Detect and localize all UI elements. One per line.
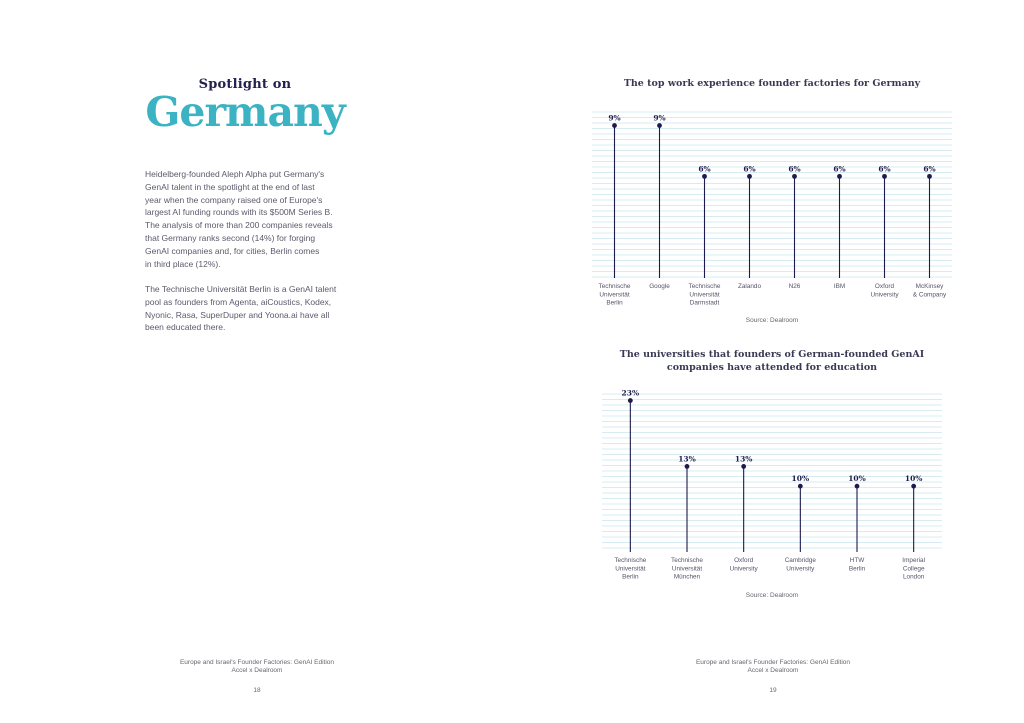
left-footer <box>107 659 407 695</box>
text-line: The Technische Universität Berlin is a GenAI talent <box>145 284 337 294</box>
lollipop-point <box>798 484 803 489</box>
footer-credit: Accel x Dealroom <box>231 667 283 674</box>
spotlight-kicker: Spotlight on <box>198 77 292 92</box>
value-label: 6% <box>878 164 891 174</box>
lollipop-point <box>792 174 797 179</box>
category-label: University <box>870 291 899 299</box>
category-label: Technische <box>598 283 631 290</box>
text-line: year when the company raised one of Europe's <box>145 194 323 205</box>
category-label: Zalando <box>737 283 762 290</box>
category-label: IBM <box>833 283 846 290</box>
text-line: Nyonic, Rasa, SuperDuper and Yoona.ai have all <box>145 309 330 320</box>
chart1-source: Source: Dealroom <box>745 317 799 324</box>
text-line: in third place (12%). <box>145 258 221 269</box>
value-label: 6% <box>743 164 756 174</box>
footer-credit: Accel x Dealroom <box>747 667 799 674</box>
lollipop-point <box>837 174 842 179</box>
category-label: Universität <box>615 565 646 573</box>
category-label: Technische <box>671 557 703 564</box>
category-label: Berlin <box>622 573 639 581</box>
text-line: largest AI funding rounds with its $500M Series B. <box>145 207 333 218</box>
value-label: 10% <box>791 474 810 484</box>
category-label: Google <box>649 283 670 290</box>
universities-chart <box>592 380 952 585</box>
text-line: that Germany ranks second (14%) for forging <box>145 232 316 243</box>
category-label: Berlin <box>848 565 866 573</box>
value-label: 13% <box>678 454 696 464</box>
category-label: München <box>673 573 701 581</box>
category-label: Universität <box>671 565 703 573</box>
category-label: & Company <box>912 291 947 299</box>
value-label: 6% <box>923 164 936 174</box>
right-footer <box>623 659 923 695</box>
tu-berlin-paragraph <box>145 283 373 334</box>
lollipop-point <box>911 484 916 489</box>
lollipop-point <box>882 174 887 179</box>
text-line: Heidelberg-founded Aleph Alpha put Germany's <box>145 169 325 179</box>
text-line: pool as founders from Agenta, aiCoustics, Kodex, <box>145 296 332 307</box>
category-label: University <box>729 565 758 573</box>
chart2-title <box>592 348 952 374</box>
lollipop-point <box>702 174 707 179</box>
lollipop-point <box>685 464 690 469</box>
lollipop-point <box>628 398 633 403</box>
lollipop-point <box>741 464 746 469</box>
category-label: University <box>786 565 815 573</box>
category-label: McKinsey <box>915 283 944 290</box>
value-label: 6% <box>833 164 846 174</box>
value-label: 6% <box>788 164 801 174</box>
lollipop-point <box>657 123 662 128</box>
lollipop-point <box>927 174 932 179</box>
footer-title: Europe and Israel's Founder Factories: GenAI Edition <box>695 659 851 666</box>
category-label: Technische <box>614 557 647 564</box>
text-line: been educated there. <box>145 322 226 333</box>
text-line: GenAI talent in the spotlight at the end of last <box>145 181 315 192</box>
work-experience-chart <box>592 100 952 315</box>
category-label: Imperial <box>902 557 926 564</box>
category-label: Darmstadt <box>689 299 720 307</box>
category-label: N26 <box>788 283 801 290</box>
value-label: 10% <box>848 474 866 484</box>
category-label: Universität <box>599 291 630 299</box>
category-label: HTW <box>849 557 865 564</box>
value-label: 23% <box>621 388 640 398</box>
chart1-title: The top work experience founder factories for Germany <box>623 78 921 89</box>
category-label: Oxford <box>734 557 754 564</box>
chart2-title-line: companies have attended for education <box>666 362 878 373</box>
intro-paragraph <box>145 168 373 270</box>
text-line: GenAI companies and, for cities, Berlin comes <box>145 245 320 256</box>
lollipop-point <box>747 174 752 179</box>
value-label: 13% <box>734 454 753 464</box>
value-label: 9% <box>653 113 666 123</box>
value-label: 10% <box>904 474 923 484</box>
category-label: Cambridge <box>784 557 816 564</box>
category-label: Berlin <box>606 299 623 307</box>
lollipop-point <box>855 484 860 489</box>
value-label: 9% <box>608 113 621 123</box>
value-label: 6% <box>698 164 711 174</box>
footer-title: Europe and Israel's Founder Factories: GenAI Edition <box>179 659 335 666</box>
chart2-title-line: The universities that founders of German-founded GenAI <box>619 349 925 360</box>
right-page <box>512 0 1024 723</box>
country-title: Germany <box>145 88 345 136</box>
page-number: 19 <box>769 687 777 694</box>
category-label: Technische <box>688 283 721 290</box>
lollipop-point <box>612 123 617 128</box>
chart2-source: Source: Dealroom <box>745 592 799 599</box>
category-label: College <box>902 565 925 573</box>
category-label: Oxford <box>874 283 895 290</box>
text-line: The analysis of more than 200 companies reveals <box>145 220 333 231</box>
category-label: Universität <box>689 291 720 299</box>
category-label: London <box>903 573 925 581</box>
page-number: 18 <box>253 687 261 694</box>
